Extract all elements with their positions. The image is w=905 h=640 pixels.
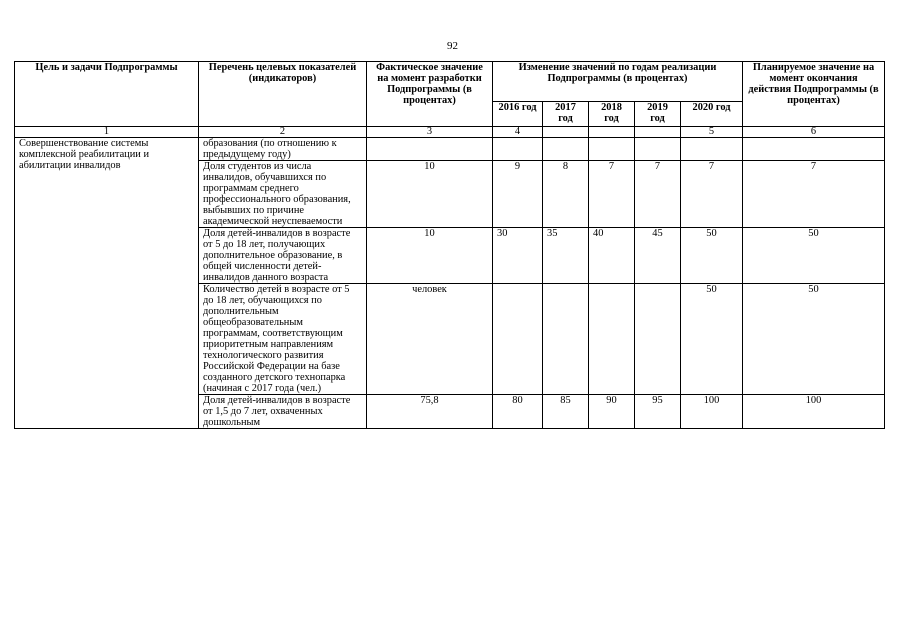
year-cell: 45 xyxy=(635,228,681,284)
year-cell: 50 xyxy=(681,228,743,284)
year-cell xyxy=(493,138,543,161)
header-year-2016: 2016 год xyxy=(493,102,543,127)
year-cell: 85 xyxy=(543,395,589,429)
actual-cell: 10 xyxy=(367,161,493,228)
header-indicators: Перечень целевых показателей (индикаторов) xyxy=(199,62,367,127)
header-year-2019: 2019 год xyxy=(635,102,681,127)
year-cell: 90 xyxy=(589,395,635,429)
indicator-cell: Доля детей-инвалидов в возрасте от 5 до 18 лет, получающих дополнительное образование, в общей численности детей-инвалидов данного возраста xyxy=(199,228,367,284)
header-yearly-change: Изменение значений по годам реализации Подпрограммы (в процентах) xyxy=(493,62,743,102)
actual-cell: 10 xyxy=(367,228,493,284)
year-cell xyxy=(589,284,635,395)
column-number: 5 xyxy=(681,127,743,138)
year-cell xyxy=(635,284,681,395)
indicator-cell: образования (по отношению к предыдущему году) xyxy=(199,138,367,161)
year-cell: 35 xyxy=(543,228,589,284)
year-cell: 7 xyxy=(589,161,635,228)
year-cell xyxy=(493,284,543,395)
actual-cell: 75,8 xyxy=(367,395,493,429)
year-cell: 8 xyxy=(543,161,589,228)
header-year-2020: 2020 год xyxy=(681,102,743,127)
year-cell: 80 xyxy=(493,395,543,429)
year-cell xyxy=(681,138,743,161)
year-cell xyxy=(589,138,635,161)
planned-cell: 7 xyxy=(743,161,885,228)
indicator-cell: Количество детей в возрасте от 5 до 18 лет, обучающихся по дополнительным общеобразовательным программам, соответствующим приоритетным направлениям технологического развития Российской Федерации на базе созданного детского технопарка (начиная с 2017 года (чел.) xyxy=(199,284,367,395)
column-number: 1 xyxy=(15,127,199,138)
year-cell: 40 xyxy=(589,228,635,284)
planned-cell xyxy=(743,138,885,161)
planned-cell: 50 xyxy=(743,284,885,395)
header-actual-value: Фактическое значение на момент разработки Подпрограммы (в процентах) xyxy=(367,62,493,127)
indicator-cell: Доля студентов из числа инвалидов, обучавшихся по программам среднего профессионального образования, выбывших по причине академической неуспеваемости xyxy=(199,161,367,228)
actual-cell xyxy=(367,138,493,161)
table-row xyxy=(15,138,885,161)
goal-cell: Совершенствование системы комплексной реабилитации и абилитации инвалидов xyxy=(15,138,199,429)
header-goal: Цель и задачи Подпрограммы xyxy=(15,62,199,127)
column-number: 3 xyxy=(367,127,493,138)
planned-cell: 50 xyxy=(743,228,885,284)
year-cell: 7 xyxy=(635,161,681,228)
year-cell xyxy=(543,138,589,161)
header-year-2018: 2018 год xyxy=(589,102,635,127)
planned-cell: 100 xyxy=(743,395,885,429)
year-cell: 50 xyxy=(681,284,743,395)
actual-cell: человек xyxy=(367,284,493,395)
year-cell: 7 xyxy=(681,161,743,228)
header-year-2017: 2017 год xyxy=(543,102,589,127)
year-cell xyxy=(543,284,589,395)
column-numbers-row xyxy=(15,127,885,138)
page-number: 92 xyxy=(447,40,458,52)
indicators-table xyxy=(14,61,885,429)
column-number: 4 xyxy=(493,127,543,138)
header-planned-value: Планируемое значение на момент окончания действия Подпрограммы (в процентах) xyxy=(743,62,885,127)
year-cell: 30 xyxy=(493,228,543,284)
year-cell xyxy=(635,138,681,161)
indicator-cell: Доля детей-инвалидов в возрасте от 1,5 до 7 лет, охваченных дошкольным xyxy=(199,395,367,429)
column-number: 6 xyxy=(743,127,885,138)
year-cell: 9 xyxy=(493,161,543,228)
year-cell: 95 xyxy=(635,395,681,429)
year-cell: 100 xyxy=(681,395,743,429)
column-number: 2 xyxy=(199,127,367,138)
